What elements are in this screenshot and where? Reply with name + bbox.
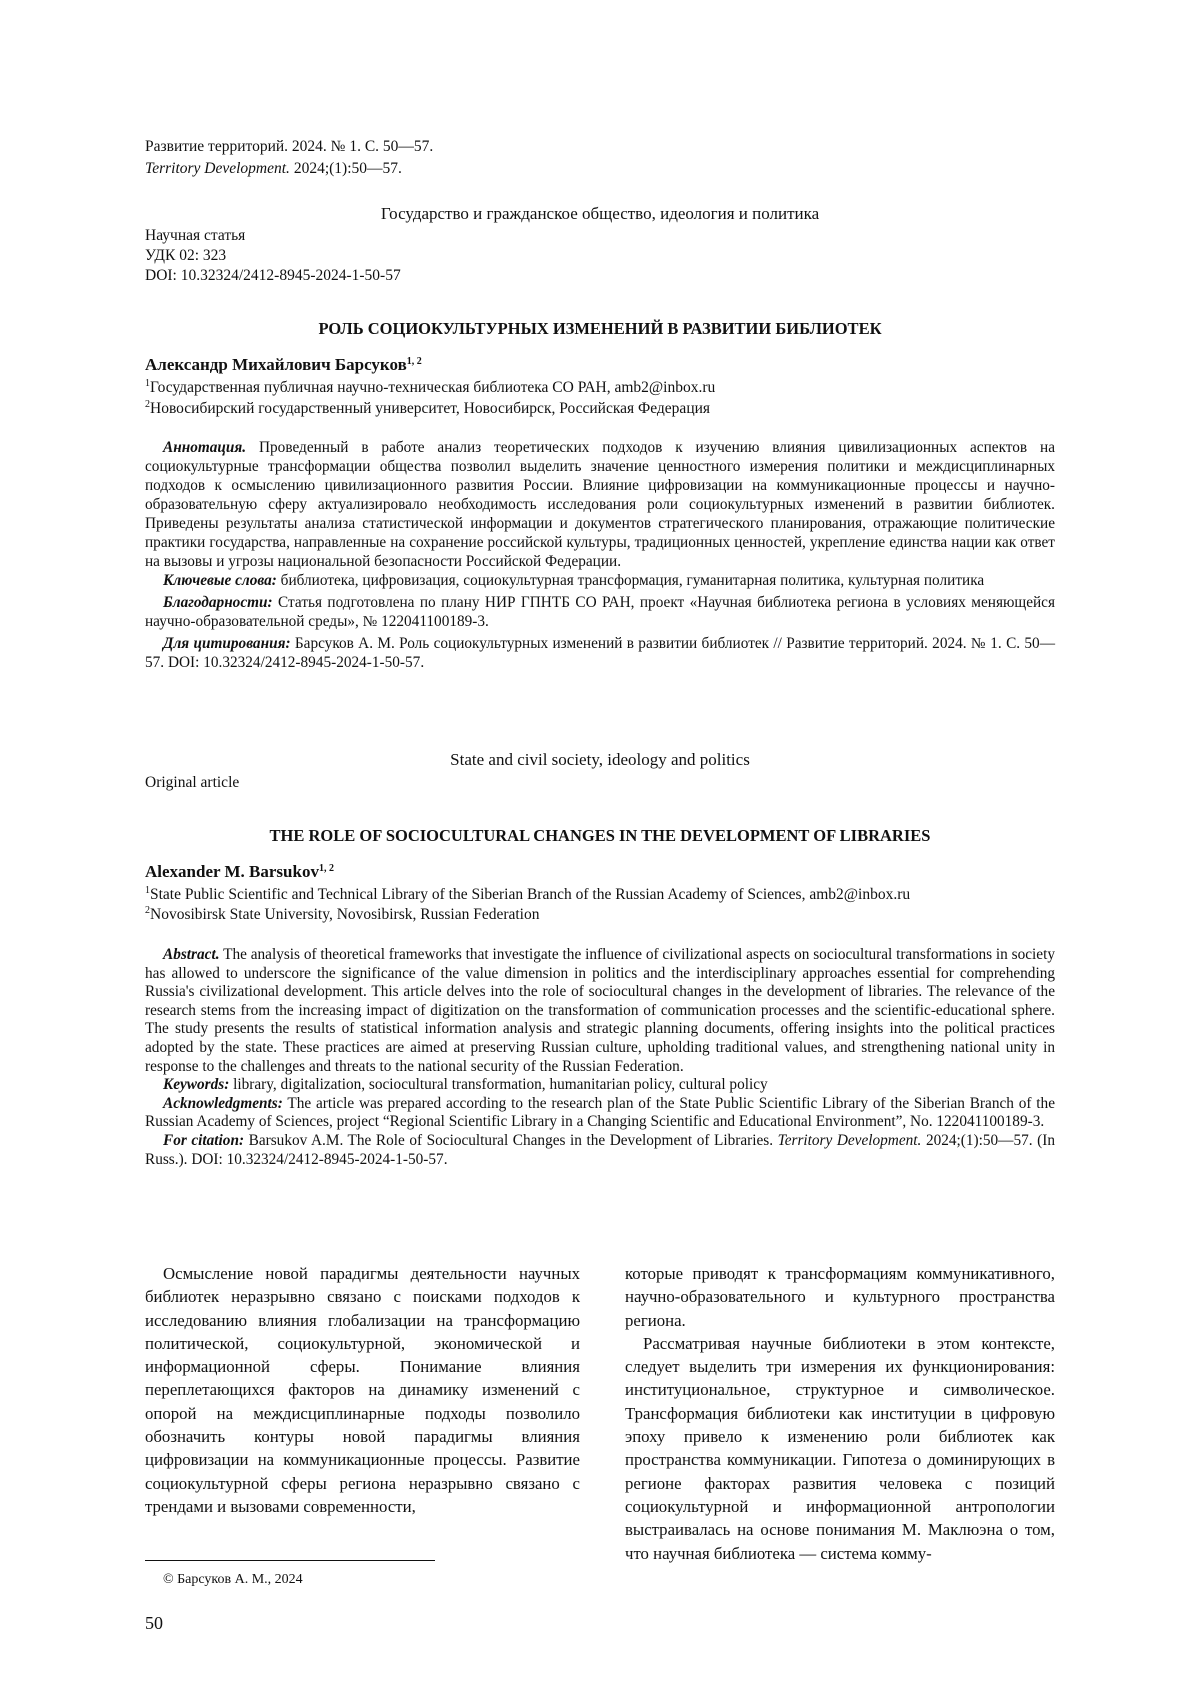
author-sup-en: 1, 2	[318, 863, 334, 874]
affiliation-1-en: $^1$State Public Scientific and Technical Library of the Siberian Branch of the Russian Academy of Sciences, amb2@inbox.ru	[145, 885, 911, 903]
body-column-right	[625, 1262, 1055, 1565]
citation-en: For citation: Barsukov A.M. The Role of Sociocultural Changes in the Development of Libraries. Territory Development. 2024;(1):50—57. (In Russ.). DOI: 10.32324/2412-8945-2024-1-50-57.	[145, 1131, 1055, 1168]
abstract-block-en	[145, 946, 1055, 1169]
abstract-en: Abstract. The analysis of theoretical frameworks that investigate the influence of civilizational aspects on sociocultural transformations in society has allowed to underscore the significance of the value dimension in politics and the interdisciplinary approaches essential for comprehending Russia's civilizational development. This article delves into the role of sociocultural changes in the development of libraries. The relevance of the research stems from the increasing impact of digitization on the transformation of communication processes and the scientific-educational sphere. The study presents the results of statistical information analysis and strategic planning documents, offering insights into the political practices adopted by the state. These practices are aimed at preserving Russian culture, upholding traditional values, and strengthening national unity in response to the challenges and threats to the national security of the Russian Federation.	[145, 946, 1055, 1075]
affiliation-2-ru: $^2$Новосибирский государственный университет, Новосибирск, Российская Федерация	[145, 399, 711, 417]
author-name-en: Alexander M. Barsukov	[145, 862, 319, 881]
body-paragraph: Рассматривая научные библиотеки в этом контексте, следует выделить три измерения их функционирования: институциональное, структурное и символическое. Трансформация библиотеки как институции в цифровую эпоху привело к изменению роли библиотек как пространства коммуникации. Гипотеза о доминирующих в регионе факторах развития человека с позиций социокультурной и информационной антропологии выстраивалась на основе понимания М. Маклюэна о том, что научная библиотека — система комму-	[625, 1333, 1055, 1563]
body-paragraph: Осмысление новой парадигмы деятельности научных библиотек неразрывно связано с поисками подходов к исследованию влияния глобализации на трансформацию политической, социокультурной, экономической и информационной сферы. Понимание влияния переплетающихся факторов на динамику изменений с опорой на междисциплинарные подходы позволило обозначить контуры новой парадигмы влияния цифровизации на коммуникационные процессы. Развитие социокультурной сферы региона неразрывно связано с трендами и вызовами современности,	[145, 1264, 580, 1516]
affiliation-2-en: $^2$Novosibirsk State University, Novosibirsk, Russian Federation	[145, 905, 540, 923]
journal-name-en: Territory Development.	[145, 160, 290, 177]
udk: УДК 02: 323	[145, 247, 227, 264]
copyright-footnote: © Барсуков А. М., 2024	[163, 1572, 303, 1587]
acknowledgments-en: Acknowledgments: The article was prepared according to the research plan of the State Public Scientific Library of the Siberian Branch of the Russian Academy of Sciences, project “Regional Scientific Library in a Changing Scientific and Educational Environment”, No. 122041100189-3.	[145, 1094, 1055, 1131]
article-type-ru: Научная статья	[145, 227, 246, 244]
title-ru: РОЛЬ СОЦИОКУЛЬТУРНЫХ ИЗМЕНЕНИЙ В РАЗВИТИИ БИБЛИОТЕК	[318, 319, 882, 338]
author-name-ru: Александр Михайлович Барсуков	[145, 355, 407, 374]
keywords-ru: Ключевые слова: библиотека, цифровизация, социокультурная трансформация, гуманитарная политика, культурная политика	[163, 572, 985, 589]
footnote-rule	[145, 1560, 435, 1561]
journal-citation-ru: Развитие территорий. 2024. № 1. С. 50—57.	[145, 138, 434, 155]
doi: DOI: 10.32324/2412-8945-2024-1-50-57	[145, 267, 401, 284]
article-type-en: Original article	[145, 774, 240, 791]
author-en	[145, 862, 334, 881]
abstract-ru: Аннотация. Проведенный в работе анализ теоретических подходов к изучению влияния цивилизационных аспектов на социокультурные трансформации общества позволил выделить значение ценностного измерения политики и междисциплинарных подходов к осмыслению цивилизационного развития России. Влияние цифровизации на коммуникационные процессы и научно-образовательную сферу актуализировало необходимость исследования роли социокультурных изменений в развитии библиотек. Приведены результаты анализа статистической информации и документов стратегического планирования, отражающие политические практики государства, направленные на сохранение российской культуры, традиционных ценностей, укрепление единства нации как ответ на вызовы и угрозы национальной безопасности Российской Федерации.	[145, 439, 1056, 570]
citation-ru: Для цитирования: Барсуков А. М. Роль социокультурных изменений в развитии библиотек // Развитие территорий. 2024. № 1. С. 50—57. DOI: 10.32324/2412-8945-2024-1-50-57.	[145, 635, 1055, 671]
affiliation-1-ru: $^1$Государственная публичная научно-техническая библиотека СО РАН, amb2@inbox.ru	[145, 378, 716, 396]
journal-citation-en	[145, 159, 402, 178]
body-column-left	[145, 1262, 580, 1518]
abstract-block-ru	[145, 438, 1055, 672]
page-number: 50	[145, 1613, 163, 1633]
body-paragraph: которые приводят к трансформациям коммуникативного, научно-образовательного и культурного пространства региона.	[625, 1264, 1055, 1330]
keywords-en: Keywords: library, digitalization, sociocultural transformation, humanitarian policy, cultural policy	[163, 1076, 768, 1094]
journal-issue-en: 2024;(1):50—57.	[289, 160, 402, 177]
author-ru	[145, 355, 422, 374]
section-ru: Государство и гражданское общество, идеология и политика	[380, 204, 820, 223]
title-en: THE ROLE OF SOCIOCULTURAL CHANGES IN THE DEVELOPMENT OF LIBRARIES	[269, 826, 931, 845]
author-sup-ru: 1, 2	[406, 356, 422, 367]
section-en: State and civil society, ideology and politics	[450, 750, 750, 769]
acknowledgments-ru: Благодарности: Статья подготовлена по плану НИР ГПНТБ СО РАН, проект «Научная библиотека региона в условиях меняющейся научно-образовательной среды», № 122041100189-3.	[145, 594, 1056, 630]
